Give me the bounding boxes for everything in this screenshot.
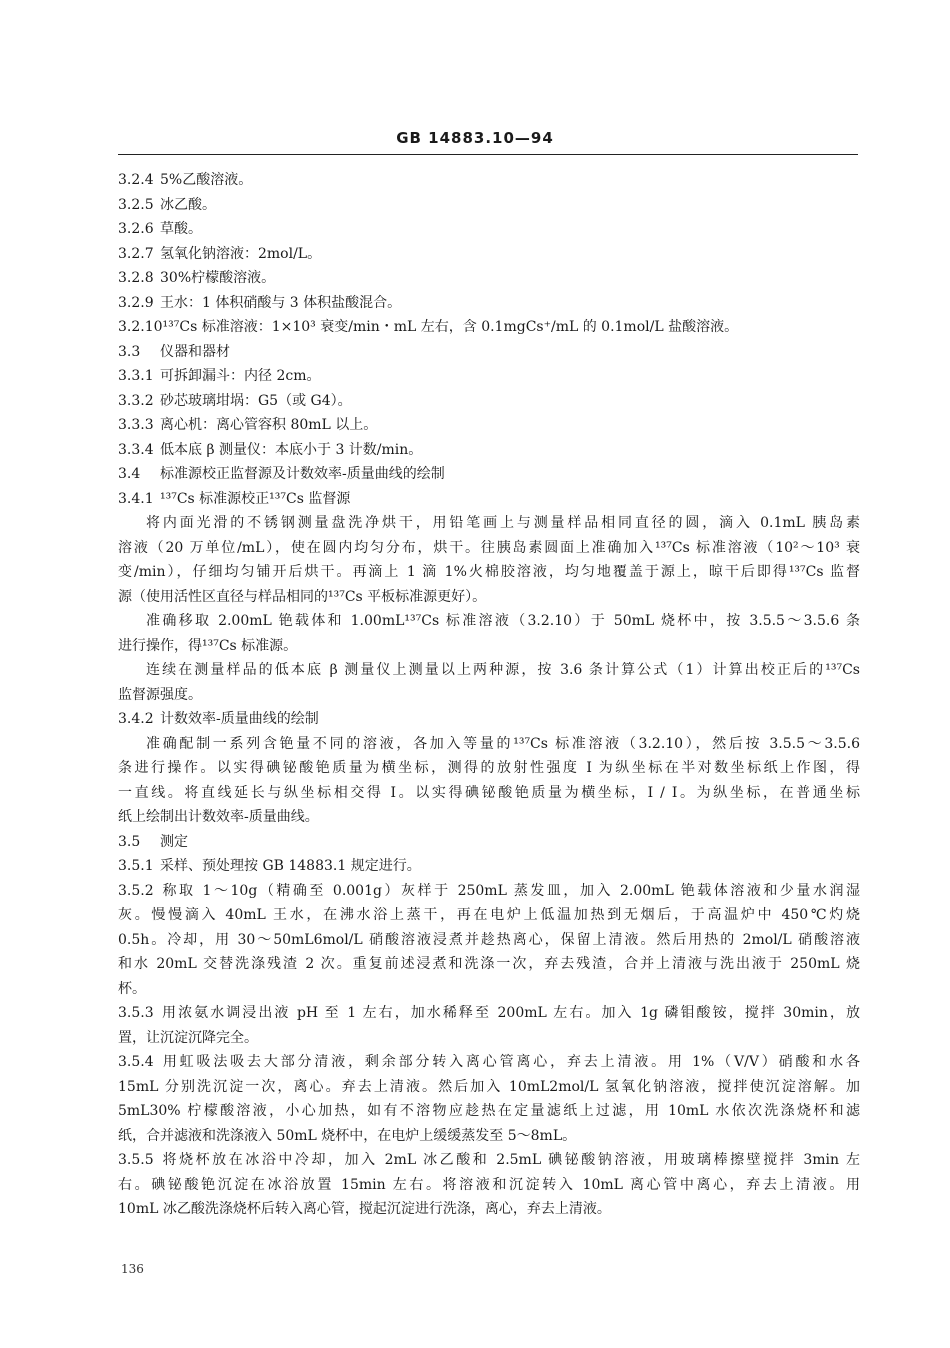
line-text: 计数效率-质量曲线的绘制 (160, 711, 319, 727)
page-header: GB 14883.10—94 (396, 129, 554, 147)
header-rule (118, 154, 858, 155)
text-line (118, 291, 860, 316)
line-text: 用虹吸法吸去大部分清液，剩余部分转入离心管离心，弃去上清液。用 1%（V/V）硝酸和水各 (160, 1054, 860, 1070)
line-text: ¹³⁷Cs 标准溶液：1×10³ 衰变/min・mL 左右，含 0.1mgCs⁺/mL 的 0.1mol/L 盐酸溶液。 (162, 319, 739, 335)
line-text: 杯。 (118, 980, 146, 997)
section-number: 3.3.3 (118, 417, 154, 433)
text-line (118, 511, 860, 536)
text-line (118, 609, 860, 634)
text-line (118, 707, 860, 732)
line-text: 10mL 冰乙酸洗涤烧杯后转入离心管，搅起沉淀进行洗涤，离心，弃去上清液。 (118, 1201, 611, 1217)
text-line (118, 1148, 860, 1173)
text-line (118, 781, 860, 806)
text-line (118, 364, 860, 389)
line-text: 和水 20mL 交替洗涤残渣 2 次。重复前述浸煮和洗涤一次，弃去残渣，合并上清液与洗出液于 250mL 烧 (118, 956, 860, 972)
section-number: 3.3.1 (118, 368, 154, 384)
text-line (118, 854, 860, 879)
line-text: 0.5h。冷却，用 30～50mL6mol/L 硝酸溶液浸煮并趁热离心，保留上清液。然后用热的 2mol/L 硝酸溶液 (118, 931, 860, 948)
line-text: 草酸。 (160, 221, 202, 237)
line-text: 5%乙酸溶液。 (160, 172, 253, 188)
line-text: 连续在测量样品的低本底 β 测量仪上测量以上两种源，按 3.6 条计算公式（1）计算出校正后的¹³⁷Cs (146, 662, 860, 678)
text-line (118, 1050, 860, 1075)
section-number: 3.4 (118, 466, 141, 482)
line-text: 条进行操作。以实得碘铋酸铯质量为横坐标，测得的放射性强度 I 为纵坐标在半对数坐标纸上作图，得 (118, 760, 860, 776)
line-text: 离心机：离心管容积 80mL 以上。 (160, 417, 378, 433)
section-number: 3.5.3 (118, 1005, 154, 1021)
text-line (118, 1001, 860, 1026)
line-text: 准确移取 2.00mL 铯载体和 1.00mL¹³⁷Cs 标准溶液（3.2.10）于 50mL 烧杯中，按 3.5.5～3.5.6 条 (146, 613, 860, 629)
section-number: 3.2.6 (118, 221, 154, 237)
line-text: 用浓氨水调浸出液 pH 至 1 左右，加水稀释至 200mL 左右。加入 1g 磷钼酸铵，搅拌 30min，放 (160, 1005, 860, 1021)
text-line (118, 168, 860, 193)
text-line (118, 242, 860, 267)
text-line (118, 585, 860, 610)
text-line (118, 683, 860, 708)
section-number: 3.2.4 (118, 172, 154, 188)
text-line (118, 1099, 860, 1124)
line-text: 15mL 分别洗沉淀一次，离心。弃去上清液。然后加入 10mL2mol/L 氢氧化钠溶液，搅拌使沉淀溶解。加 (118, 1078, 860, 1095)
text-line (118, 879, 860, 904)
section-number: 3.3 (118, 343, 141, 360)
section-number: 3.3.4 (118, 441, 154, 458)
text-line (118, 658, 860, 683)
line-text: 准确配制一系列含铯量不同的溶液，各加入等量的¹³⁷Cs 标准溶液（3.2.10），然后按 3.5.5～3.5.6 (146, 735, 860, 752)
text-line (118, 487, 860, 512)
text-line (118, 952, 860, 977)
text-line (118, 977, 860, 1002)
section-number: 3.2.7 (118, 245, 154, 262)
text-line (118, 1124, 860, 1149)
text-line (118, 928, 860, 953)
text-line (118, 1197, 860, 1222)
line-text: ¹³⁷Cs 标准源校正¹³⁷Cs 监督源 (160, 490, 351, 507)
text-line (118, 903, 860, 928)
line-text: 仪器和器材 (160, 343, 230, 360)
line-text: 溶液（20 万单位/mL），使在圆内均匀分布，烘干。往胰岛素圆面上准确加入¹³⁷Cs 标准溶液（10²～10³ 衰 (118, 539, 860, 556)
text-line (118, 756, 860, 781)
text-line (118, 1075, 860, 1100)
line-text: 一直线。将直线延长与纵坐标相交得 I。以实得碘铋酸铯质量为横坐标，I / I。为纵坐标，在普通坐标 (118, 784, 860, 801)
text-line (118, 193, 860, 218)
line-text: 进行操作，得¹³⁷Cs 标准源。 (118, 637, 298, 654)
text-line (118, 389, 860, 414)
line-text: 置，让沉淀沉降完全。 (118, 1029, 258, 1046)
section-number: 3.2.10 (118, 319, 163, 335)
section-number: 3.5.2 (118, 882, 154, 899)
text-line (118, 340, 860, 365)
text-line (118, 1173, 860, 1198)
text-line (118, 1026, 860, 1051)
text-line (118, 315, 860, 340)
line-text: 低本底 β 测量仪：本底小于 3 计数/min。 (160, 441, 423, 458)
line-text: 氢氧化钠溶液：2mol/L。 (160, 245, 322, 262)
line-text: 采样、预处理按 GB 14883.1 规定进行。 (160, 858, 421, 874)
section-number: 3.4.1 (118, 490, 154, 507)
line-text: 监督源强度。 (118, 686, 202, 703)
text-line (118, 805, 860, 830)
text-line (118, 413, 860, 438)
line-text: 王水：1 体积硝酸与 3 体积盐酸混合。 (160, 294, 402, 311)
section-number: 3.5 (118, 833, 141, 850)
line-text: 标准源校正监督源及计数效率-质量曲线的绘制 (160, 466, 445, 482)
line-text: 变/min），仔细均匀铺开后烘干。再滴上 1 滴 1%火棉胶溶液，均匀地覆盖于源上，晾干后即得¹³⁷Cs 监督 (118, 564, 860, 580)
line-text: 纸，合并滤液和洗涤液入 50mL 烧杯中，在电炉上缓缓蒸发至 5～8mL。 (118, 1127, 577, 1144)
page-number: 136 (121, 1262, 144, 1276)
line-text: 测定 (160, 833, 188, 850)
line-text: 5mL30% 柠檬酸溶液，小心加热，如有不溶物应趁热在定量滤纸上过滤，用 10mL 水依次洗涤烧杯和滤 (118, 1103, 860, 1119)
text-line (118, 634, 860, 659)
section-number: 3.4.2 (118, 711, 154, 727)
text-line (118, 462, 860, 487)
section-number: 3.3.2 (118, 392, 154, 409)
line-text: 冰乙酸。 (160, 196, 216, 213)
line-text: 砂芯玻璃坩埚：G5（或 G4）。 (160, 392, 352, 409)
text-line (118, 266, 860, 291)
line-text: 称取 1～10g（精确至 0.001g）灰样于 250mL 蒸发皿，加入 2.00mL 铯载体溶液和少量水润湿 (160, 882, 860, 899)
text-line (118, 217, 860, 242)
text-line (118, 560, 860, 585)
line-text: 将烧杯放在冰浴中冷却，加入 2mL 冰乙酸和 2.5mL 碘铋酸钠溶液，用玻璃棒擦壁搅拌 3min 左 (160, 1152, 860, 1168)
text-line (118, 438, 860, 463)
line-text: 将内面光滑的不锈钢测量盘洗净烘干，用铅笔画上与测量样品相同直径的圆，滴入 0.1mL 胰岛素 (146, 515, 860, 531)
section-number: 3.5.1 (118, 858, 154, 874)
line-text: 纸上绘制出计数效率-质量曲线。 (118, 809, 319, 825)
text-line (118, 732, 860, 757)
line-text: 右。碘铋酸铯沉淀在冰浴放置 15min 左右。将溶液和沉淀转入 10mL 离心管中离心，弃去上清液。用 (118, 1176, 860, 1193)
text-line (118, 536, 860, 561)
section-number: 3.5.5 (118, 1152, 154, 1168)
section-number: 3.2.9 (118, 294, 154, 311)
document-body (118, 168, 860, 1222)
line-text: 源（使用活性区直径与样品相同的¹³⁷Cs 平板标准源更好）。 (118, 588, 487, 605)
text-line (118, 830, 860, 855)
section-number: 3.2.5 (118, 196, 154, 213)
line-text: 可拆卸漏斗：内径 2cm。 (160, 368, 321, 384)
line-text: 30%柠檬酸溶液。 (160, 270, 276, 286)
section-number: 3.2.8 (118, 270, 154, 286)
section-number: 3.5.4 (118, 1054, 154, 1070)
line-text: 灰。慢慢滴入 40mL 王水，在沸水浴上蒸干，再在电炉上低温加热到无烟后，于高温炉中 450℃灼烧 (118, 907, 860, 923)
